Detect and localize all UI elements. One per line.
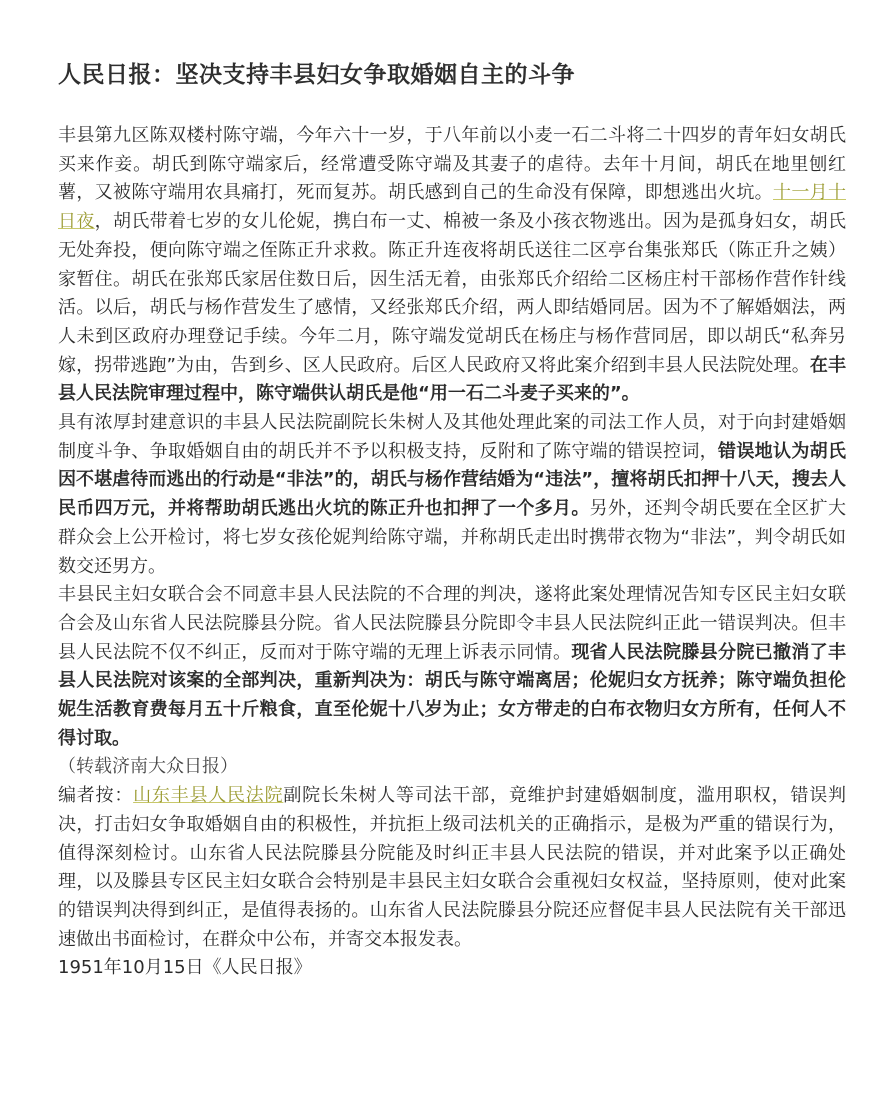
paragraph-1 — [58, 122, 846, 409]
article-title: 人民日报：坚决支持丰县妇女争取婚姻自主的斗争 — [58, 62, 575, 88]
paragraph-1-text-a: 丰县第九区陈双楼村陈守端，今年六十一岁，于八年前以小麦一石二斗将二十四岁的青年妇女胡氏买来作妾。胡氏到陈守端家后，经常遭受陈守端及其妻子的虐待。去年十月间，胡氏在地里刨红薯，又被陈守端用农具痛打，死而复苏。胡氏感到自己的生命没有保障，即想逃出火坑。 — [58, 125, 846, 204]
paragraph-2-text-a: 具有浓厚封建意识的丰县人民法院副院长朱树人及其他处理此案的司法工作人员，对于向封建婚姻制度斗争、争取婚姻自由的胡氏并不予以积极支持，反附和了陈守端的错误控词， — [58, 412, 846, 462]
paragraph-2 — [58, 409, 846, 581]
article-body — [58, 122, 846, 983]
paragraph-2-text-b: 另外，还判令胡氏要在全区扩大群众会上公开检讨，将七岁女孩伦妮判给陈守端，并称胡氏走出时携带衣物为“非法”，判令胡氏如数交还男方。 — [58, 498, 847, 577]
paragraph-1-bold: 在丰县人民法院审理过程中，陈守端供认胡氏是他“用一石二斗麦子买来的”。 — [58, 354, 846, 405]
editor-note-text: 副院长朱树人等司法干部，竟维护封建婚姻制度，滥用职权，错误判决，打击妇女争取婚姻自由的积极性，并抗拒上级司法机关的正确指示，是极为严重的错误行为，值得深刻检讨。山东省人民法院滕县分院能及时纠正丰县人民法院的错误，并对此案予以正确处理，以及滕县专区民主妇女联合会特别是丰县民主妇女联合会重视妇女权益，坚持原则，使对此案的错误判决得到纠正，是值得表扬的。山东省人民法院滕县分院还应督促丰县人民法院有关干部迅速做出书面检讨，在群众中公布，并寄交本报发表。 — [58, 785, 847, 950]
editor-note — [58, 782, 846, 954]
court-link[interactable]: 山东丰县人民法院 — [133, 785, 284, 807]
date-link[interactable]: 十一月十日夜 — [58, 182, 846, 233]
date-line: 1951年10月15日《人民日报》 — [58, 957, 312, 979]
paragraph-3 — [58, 581, 846, 753]
paragraph-3-text: 丰县民主妇女联合会不同意丰县人民法院的不合理的判决，遂将此案处理情况告知专区民主妇女联合会及山东省人民法院滕县分院。省人民法院滕县分院即令丰县人民法院纠正此一错误判决。但丰县人民法院不仅不纠正，反而对于陈守端的无理上诉表示同情。 — [58, 584, 846, 663]
paragraph-2-bold: 错误地认为胡氏因不堪虐待而逃出的行动是“非法”的，胡氏与杨作营结婚为“违法”，擅将胡氏扣押十八天，搜去人民币四万元，并将帮助胡氏逃出火坑的陈正升也扣押了一个多月。 — [58, 440, 846, 520]
paragraph-3-bold: 现省人民法院滕县分院已撤消了丰县人民法院对该案的全部判决，重新判决为：胡氏与陈守端离居；伦妮归女方抚养；陈守端负担伦妮生活教育费每月五十斤粮食，直至伦妮十八岁为止；女方带走的白布衣物归女方所有，任何人不得讨取。 — [58, 641, 847, 749]
source-note: （转载济南大众日报） — [58, 756, 238, 778]
paragraph-1-text-b: ，胡氏带着七岁的女儿伦妮，携白布一丈、棉被一条及小孩衣物逃出。因为是孤身妇女，胡氏无处奔投，便向陈守端之侄陈正升求救。陈正升连夜将胡氏送往二区亭台集张郑氏（陈正升之姨）家暂住。胡氏在张郑氏家居住数日后，因生活无着，由张郑氏介绍给二区杨庄村干部杨作营作针线活。以后，胡氏与杨作营发生了感情，又经张郑氏介绍，两人即结婚同居。因为不了解婚姻法，两人未到区政府办理登记手续。今年二月，陈守端发觉胡氏在杨庄与杨作营同居，即以胡氏“私奔另嫁，拐带逃跑”为由，告到乡、区人民政府。后区人民政府又将此案介绍到丰县人民法院处理。 — [58, 211, 847, 376]
editor-note-label: 编者按： — [58, 785, 134, 807]
